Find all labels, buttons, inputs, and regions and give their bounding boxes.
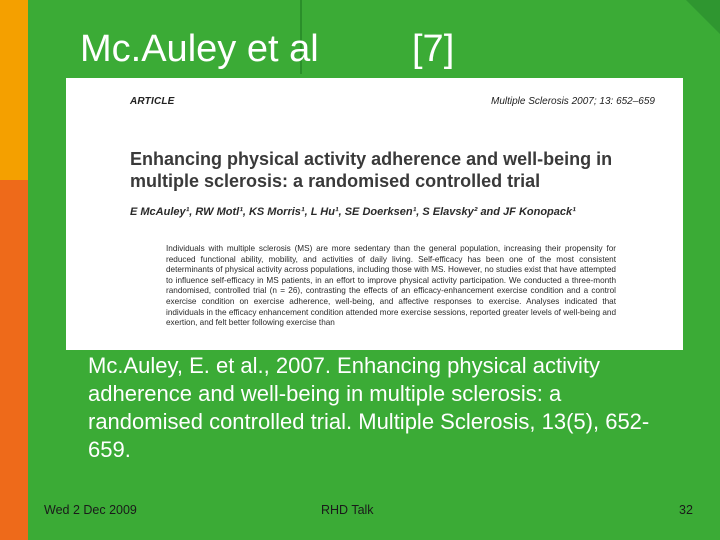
citation-number: [7] [412, 28, 455, 70]
paper-screenshot [66, 78, 683, 350]
orange-accent-bar-bottom [0, 180, 28, 540]
slide-number: 32 [679, 503, 693, 517]
paper-abstract: Individuals with multiple sclerosis (MS) are more sedentary than the general population, increasing their propensity for reduced functional ability, mobility, and activities of daily living. Self-efficacy has been one of the most consistent determinants of physical activity across populations, including those with MS. However, no studies exist that have attempted to influence self-efficacy in MS patients, in an effort to improve physical activity participation. We conducted a three-month randomised, controlled trial (n = 26), contrasting the effects of an efficacy-enhancement exercise condition and a control exercise condition on exercise adherence, well-being, and affective responses to exercise. Analyses indicated that individuals in the efficacy enhancement condition attended more exercise sessions, reported greater levels of well-being and exertion, and felt better following exercise than [166, 244, 616, 328]
slide-title: Mc.Auley et al [80, 28, 319, 70]
footer-date: Wed 2 Dec 2009 [44, 503, 137, 517]
footer-talk-title: RHD Talk [321, 503, 374, 517]
journal-reference: Multiple Sclerosis 2007; 13: 652–659 [491, 96, 655, 107]
orange-accent-bar-top [0, 0, 28, 180]
corner-decoration [686, 0, 720, 34]
paper-authors: E McAuley¹, RW Motl¹, KS Morris¹, L Hu¹, SE Doerksen¹, S Elavsky² and JF Konopack¹ [130, 206, 576, 218]
citation-caption: Mc.Auley, E. et al., 2007. Enhancing physical activity adherence and well-being in multiple sclerosis: a randomised controlled trial. Multiple Sclerosis, 13(5), 652-659. [88, 353, 650, 462]
article-label: ARTICLE [130, 96, 175, 107]
paper-headline: Enhancing physical activity adherence and well-being in multiple sclerosis: a randomised controlled trial [130, 149, 613, 191]
